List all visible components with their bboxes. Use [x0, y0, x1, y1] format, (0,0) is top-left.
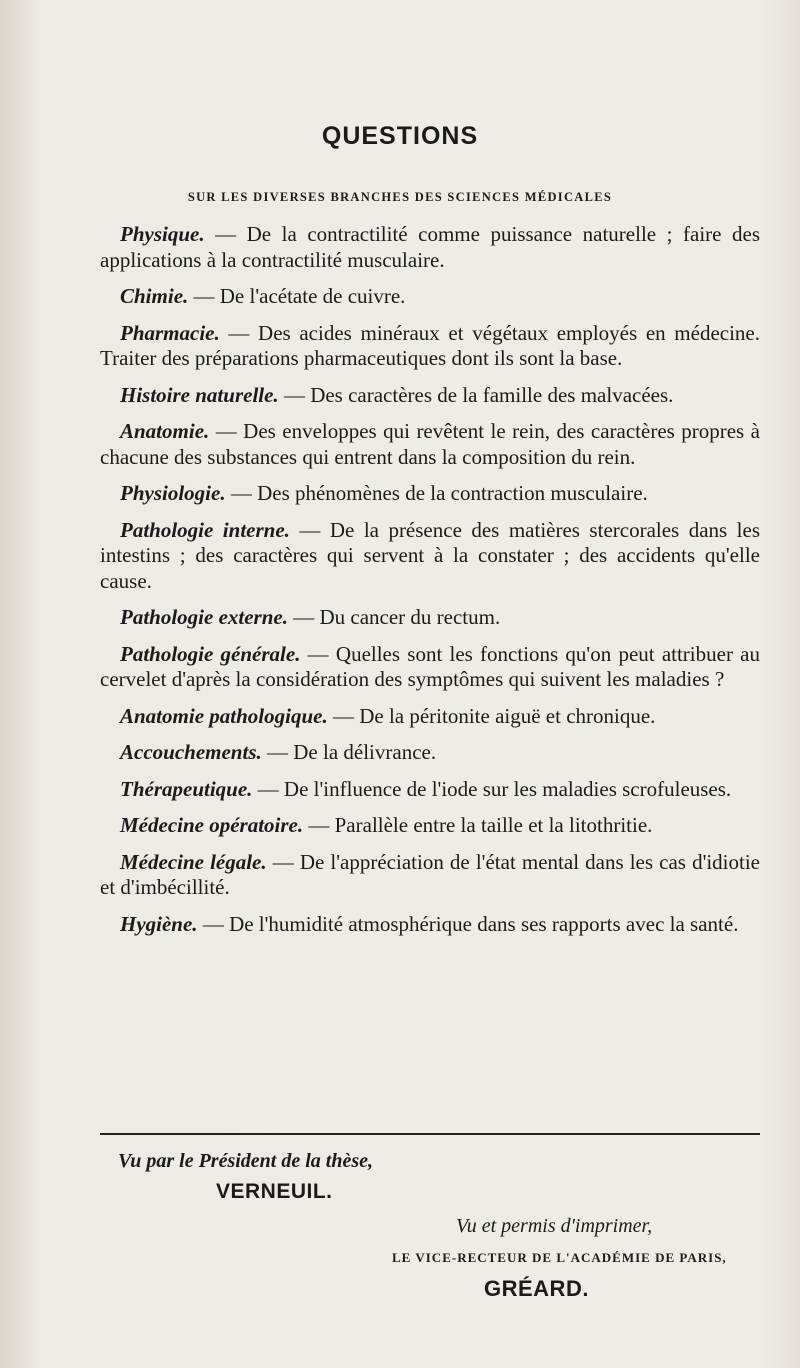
question-item	[100, 704, 760, 730]
question-item	[100, 284, 760, 310]
question-subject: Accouchements.	[120, 740, 262, 764]
question-subject: Histoire naturelle.	[120, 382, 279, 407]
question-subject: Médecine opératoire.	[120, 813, 304, 837]
question-subject: Pharmacie.	[120, 320, 220, 345]
question-item	[100, 777, 760, 803]
question-subject: Chimie.	[120, 284, 189, 308]
question-item	[100, 642, 760, 693]
question-subject: Physiologie.	[120, 481, 226, 505]
vice-recteur-title: LE VICE-RECTEUR DE L'ACADÉMIE DE PARIS,	[392, 1250, 727, 1265]
question-item	[100, 850, 760, 901]
question-text: — Parallèle entre la taille et la litothritie.	[303, 813, 653, 837]
president-approval-line: Vu par le Président de la thèse,	[118, 1150, 373, 1172]
question-subject: Pathologie générale.	[120, 641, 301, 666]
question-subject: Anatomie.	[120, 419, 210, 443]
question-subject: Physique.	[120, 222, 205, 246]
question-text: — De la présence des matières stercorales dans les intestins ; des caractères qui servent à la constater ; des accidents qu'elle cause.	[100, 517, 760, 593]
president-name: VERNEUIL.	[216, 1180, 333, 1203]
question-subject: Médecine légale.	[120, 849, 267, 874]
question-item	[100, 813, 760, 839]
question-text: — Quelles sont les fonctions qu'on peut attribuer au cervelet d'après la considération des symptômes qui suivent les maladies ?	[100, 641, 760, 691]
question-subject: Hygiène.	[120, 911, 198, 936]
question-item	[100, 912, 760, 938]
question-item	[100, 321, 760, 372]
question-item	[100, 518, 760, 595]
question-subject: Pathologie externe.	[120, 605, 288, 629]
question-item	[100, 605, 760, 631]
question-subject: Thérapeutique.	[120, 776, 253, 801]
question-text: — De la délivrance.	[261, 740, 437, 764]
question-text: — Des enveloppes qui revêtent le rein, des caractères propres à chacune des substances qui entrent dans la composition du rein.	[100, 419, 760, 469]
print-permission-line: Vu et permis d'imprimer,	[456, 1215, 653, 1237]
question-text: — Des acides minéraux et végétaux employés en médecine. Traiter des préparations pharmaceutiques dont ils sont la base.	[100, 320, 760, 370]
question-item	[100, 481, 760, 507]
question-text: — De la contractilité comme puissance naturelle ; faire des applications à la contractilité musculaire.	[100, 222, 760, 272]
question-subject: Anatomie pathologique.	[120, 703, 328, 728]
question-text: — De l'acétate de cuivre.	[188, 284, 406, 308]
question-text: — De l'appréciation de l'état mental dans les cas d'idiotie et d'imbécillité.	[100, 849, 761, 899]
question-subject: Pathologie interne.	[120, 517, 290, 542]
question-text: — Des caractères de la famille des malvacées.	[278, 382, 674, 407]
question-text: — De l'influence de l'iode sur les maladies scrofuleuses.	[252, 776, 732, 801]
question-text: — Des phénomènes de la contraction musculaire.	[225, 481, 648, 505]
questions-list	[100, 222, 760, 948]
question-text: — De la péritonite aiguë et chronique.	[327, 703, 656, 728]
divider-rule	[100, 1133, 760, 1135]
question-text: — De l'humidité atmosphérique dans ses rapports avec la santé.	[197, 911, 739, 936]
page-subtitle: SUR LES DIVERSES BRANCHES DES SCIENCES MÉDICALES	[187, 190, 613, 204]
recteur-name: GRÉARD.	[484, 1276, 589, 1301]
question-item	[100, 740, 760, 766]
page-title: QUESTIONS	[321, 122, 479, 150]
question-item	[100, 419, 760, 470]
question-text: — Du cancer du rectum.	[287, 605, 501, 629]
question-item	[100, 383, 760, 409]
question-item	[100, 222, 760, 273]
